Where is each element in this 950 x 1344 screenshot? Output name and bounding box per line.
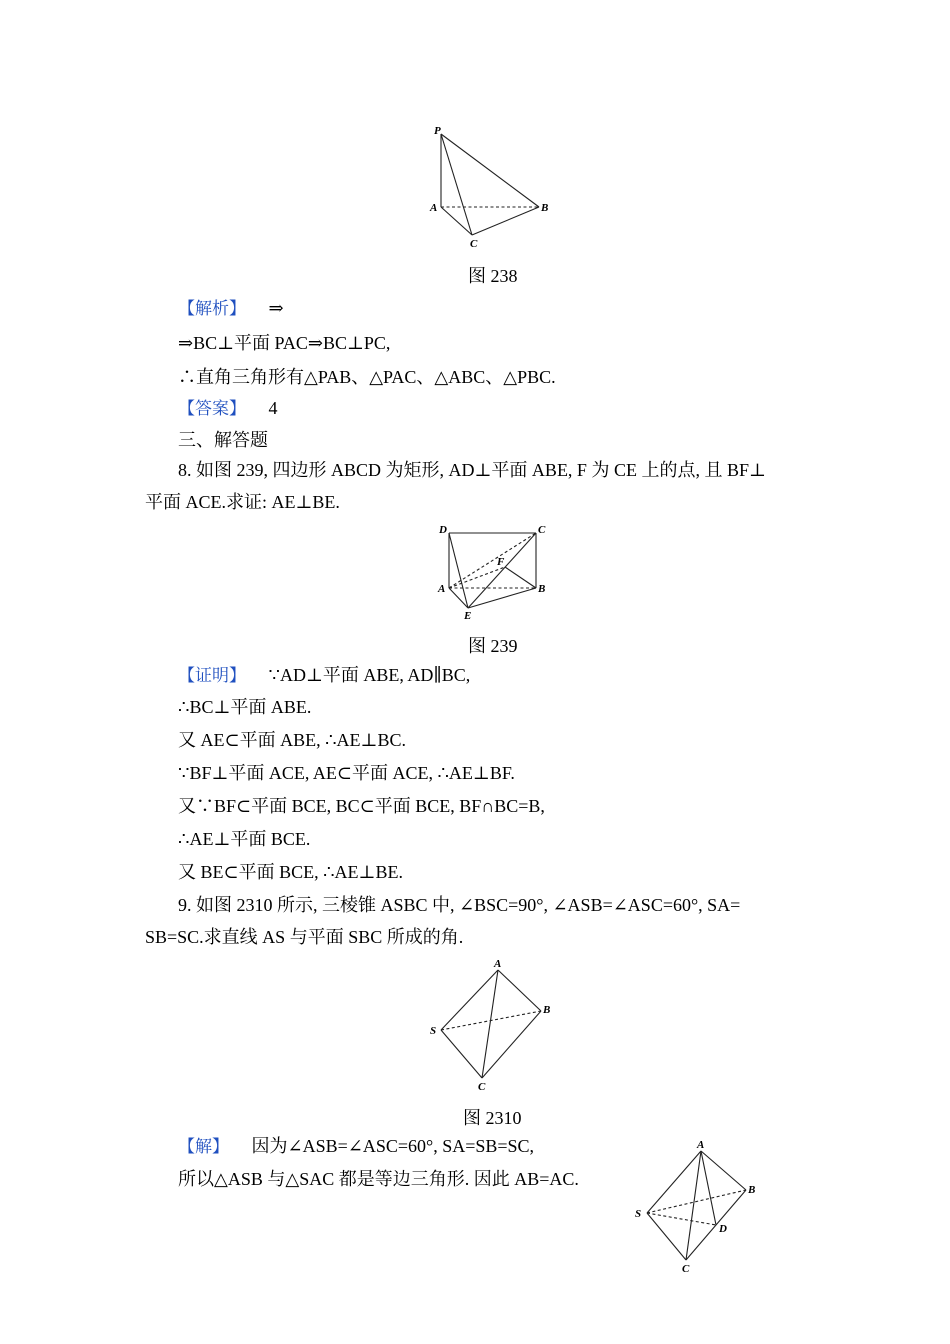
proof-tag: 【证明】 [178,666,246,686]
label-d: D [719,1223,727,1235]
figure-238-caption: 图 238 [468,266,518,286]
figure-238 [420,120,560,255]
figure-239 [430,518,560,628]
label-c: C [478,1081,486,1093]
proof-line-5: 又∵BF⊂平面 BCE, BC⊂平面 BCE, BF∩BC=B, [178,796,545,816]
answer-value: 4 [268,398,278,418]
figure-side [628,1135,768,1275]
label-s: S [635,1208,642,1220]
proof-line-7: 又 BE⊂平面 BCE, ∴AE⊥BE. [178,862,403,882]
analysis-line-2: ∴直角三角形有△PAB、△PAC、△ABC、△PBC. [178,367,556,387]
label-a: A [438,583,446,595]
label-p: P [434,125,441,137]
solution-line-1 [178,1135,534,1158]
proof-line-4: ∵BF⊥平面 ACE, AE⊂平面 ACE, ∴AE⊥BF. [178,763,515,783]
proof-text-1: ∵AD⊥平面 ABE, AD∥BC, [268,665,471,685]
solution-line-2: 所以△ASB 与△SAC 都是等边三角形. 因此 AB=AC. [178,1169,579,1189]
q9-line-2: SB=SC.求直线 AS 与平面 SBC 所成的角. [145,927,464,947]
label-c: C [470,238,478,250]
label-b: B [748,1184,756,1196]
solution-tag: 【解】 [178,1137,229,1157]
proof-line-2: ∴BC⊥平面 ABE. [178,697,312,717]
q9-line-1: 9. 如图 2310 所示, 三棱锥 ASBC 中, ∠BSC=90°, ∠ASB=∠ASC=60°, SA= [178,895,741,915]
proof-line-3: 又 AE⊂平面 ABE, ∴AE⊥BC. [178,730,406,750]
answer-line [178,397,278,420]
label-b: B [538,583,546,595]
label-a: A [494,958,502,970]
q8-line-2: 平面 ACE.求证: AE⊥BE. [145,492,340,512]
label-a: A [430,202,438,214]
label-c: C [538,524,546,536]
figure-2310-caption: 图 2310 [463,1108,522,1128]
answer-tag: 【答案】 [178,399,246,419]
label-s: S [430,1025,437,1037]
label-a: A [697,1139,705,1151]
label-b: B [543,1004,551,1016]
label-f: F [497,556,505,568]
figure-2310 [425,955,560,1095]
label-b: B [541,202,549,214]
solution-text-1: 因为∠ASB=∠ASC=60°, SA=SB=SC, [251,1136,535,1156]
label-e: E [464,610,472,622]
proof-line-1 [178,664,470,687]
q8-line-1: 8. 如图 239, 四边形 ABCD 为矩形, AD⊥平面 ABE, F 为 CE 上的点, 且 BF⊥ [178,460,766,480]
analysis-tag: 【解析】 [178,299,246,319]
label-d: D [439,524,447,536]
analysis-line-0 [178,297,284,320]
section-title: 三、解答题 [178,430,268,450]
analysis-line-1: ⇒BC⊥平面 PAC⇒BC⊥PC, [178,333,391,353]
figure-239-caption: 图 239 [468,636,518,656]
label-c: C [682,1263,690,1275]
analysis-text-0: ⇒ [268,298,284,318]
proof-line-6: ∴AE⊥平面 BCE. [178,829,311,849]
